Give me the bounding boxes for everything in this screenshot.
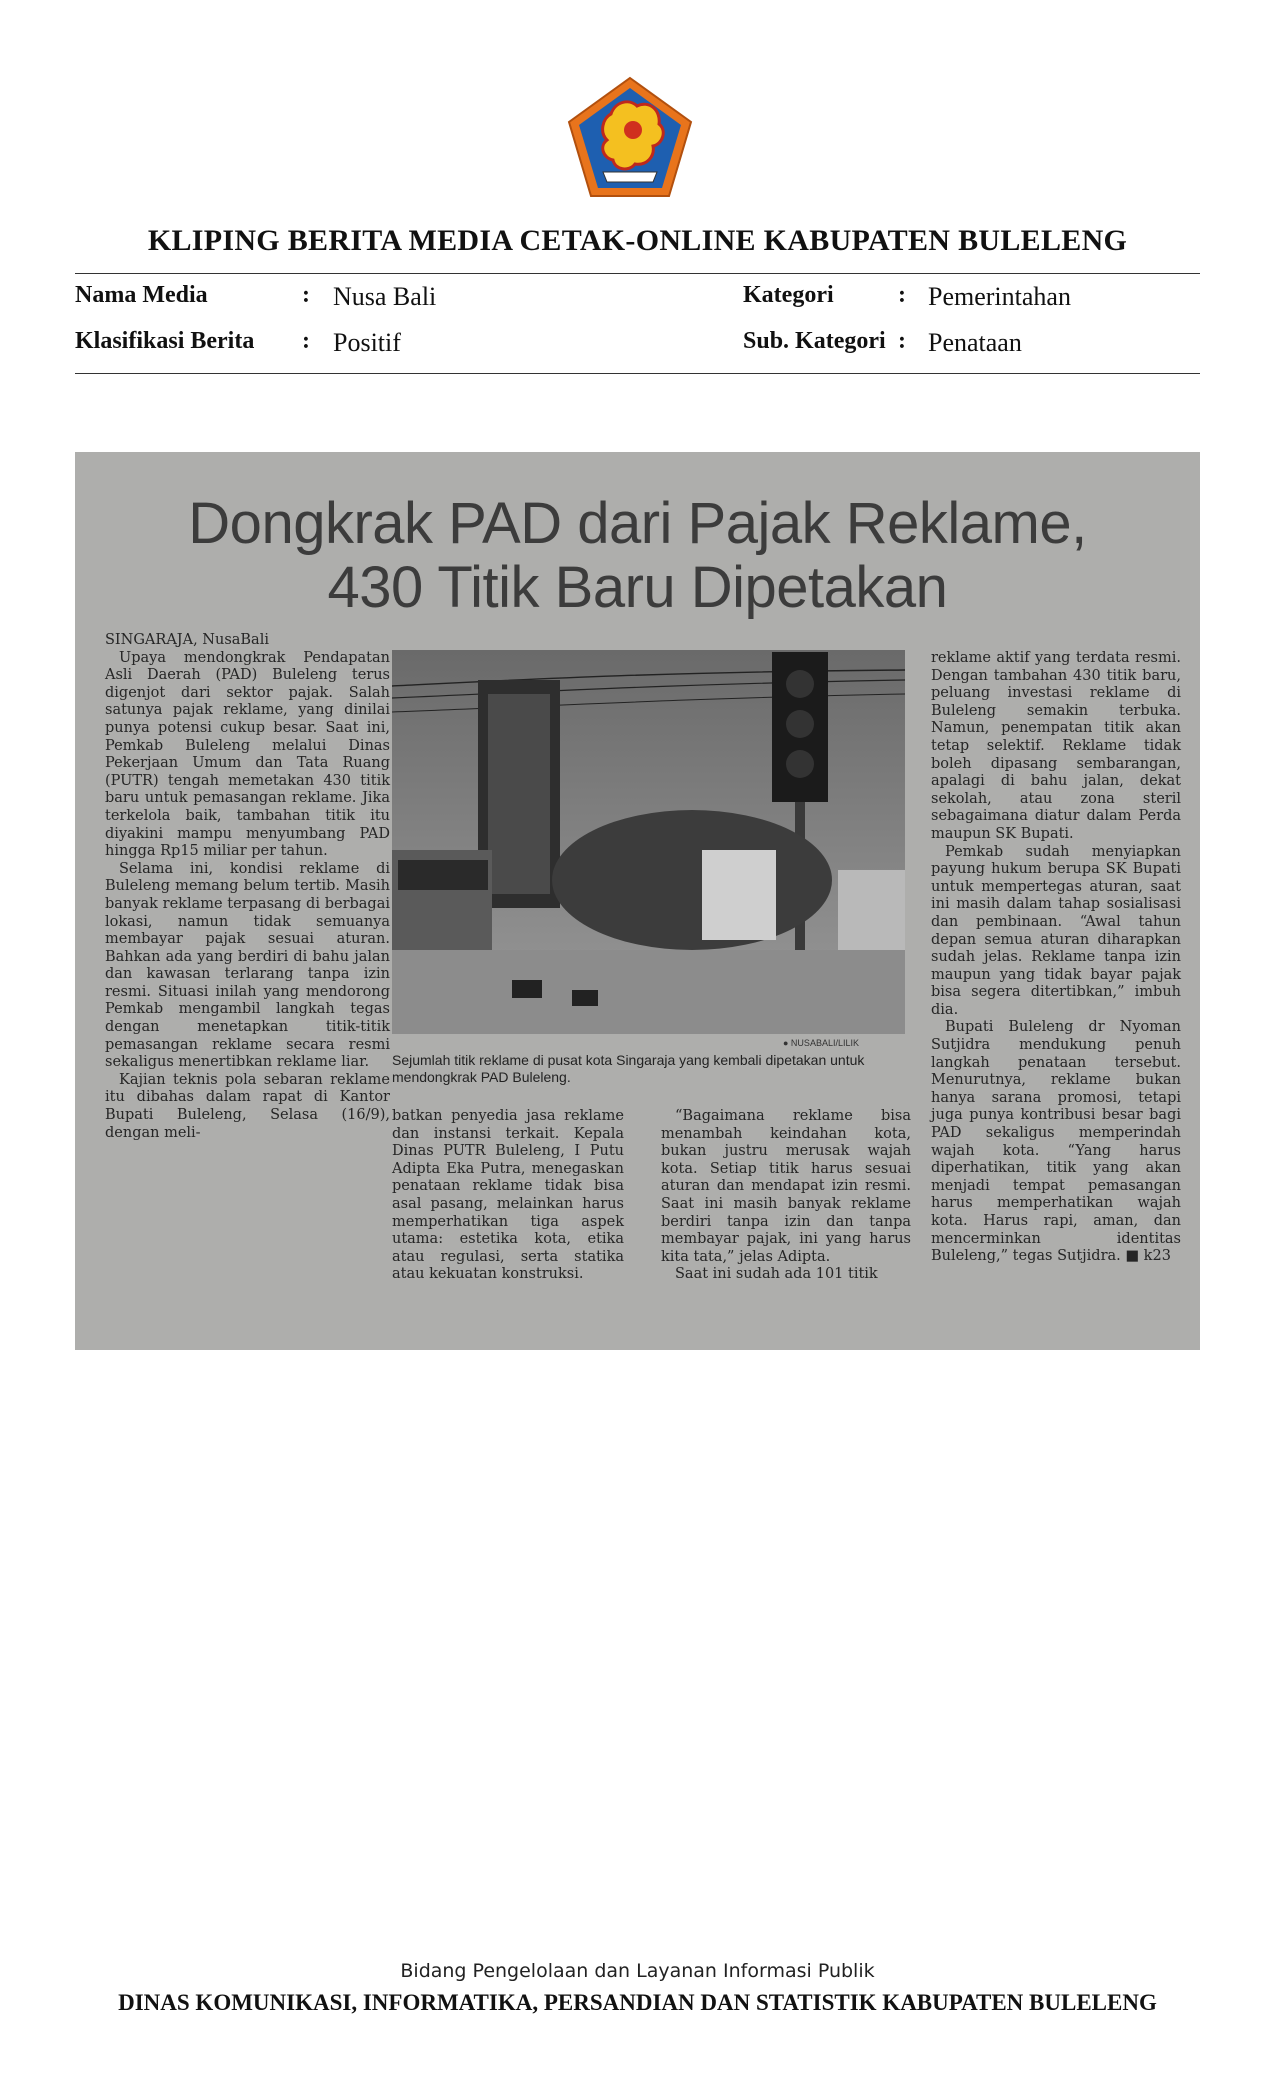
- article-column-2: [392, 1108, 624, 1284]
- article-photo: [392, 650, 905, 1034]
- document-title: KLIPING BERITA MEDIA CETAK-ONLINE KABUPATEN BULELENG: [147, 224, 1128, 257]
- header-rule-bottom: [75, 373, 1200, 374]
- colon: :: [302, 328, 310, 354]
- paragraph: Selama ini, kondisi reklame di Buleleng memang belum tertib. Masih banyak reklame terpasang di berbagai lokasi, namun tidak semuanya membayar pajak sesuai aturan. Bahkan ada yang berdiri di bahu jalan dan kawasan terlarang tanpa izin resmi. Situasi inilah yang mendorong Pemkab mengambil langkah tegas dengan menetapkan titik-titik pemasangan reklame secara resmi sekaligus menertibkan reklame liar.: [105, 860, 390, 1071]
- kategori-value: Pemerintahan: [928, 282, 1071, 311]
- footer-division: Bidang Pengelolaan dan Layanan Informasi Publik: [400, 1960, 875, 1982]
- buleleng-emblem-logo: [563, 74, 697, 202]
- colon: :: [898, 282, 906, 308]
- paragraph: reklame aktif yang terdata resmi. Dengan tambahan 430 titik baru, peluang investasi reklame di Buleleng semakin terbuka. Namun, penempatan titik akan tetap selektif. Reklame tidak boleh dipasang sembarangan, apalagi di bahu jalan, dekat sekolah, atau zona steril sebagaimana diatur dalam Perda maupun SK Bupati.: [931, 650, 1181, 842]
- footer-agency: DINAS KOMUNIKASI, INFORMATIKA, PERSANDIAN DAN STATISTIK KABUPATEN BULELENG: [118, 1990, 1157, 2015]
- photo-caption: Sejumlah titik reklame di pusat kota Singaraja yang kembali dipetakan untuk mendongkrak PAD Buleleng.: [392, 1052, 865, 1085]
- colon: :: [898, 328, 906, 354]
- klasifikasi-berita-label: Klasifikasi Berita: [75, 328, 255, 354]
- colon: :: [302, 282, 310, 308]
- sub-kategori-label: Sub. Kategori: [743, 328, 886, 354]
- paragraph: Pemkab sudah menyiapkan payung hukum berupa SK Bupati untuk mempertegas aturan, saat ini masih dalam tahap sosialisasi dan pembinaan. “Awal tahun depan semua aturan diharapkan sudah jelas. Reklame tanpa izin maupun yang tidak bayar pajak bisa segera ditertibkan,” imbuh dia.: [931, 843, 1181, 1018]
- article-column-1: [105, 632, 390, 1142]
- dateline: SINGARAJA, NusaBali: [105, 632, 269, 648]
- article-column-4: [931, 650, 1181, 1266]
- newspaper-clipping: [75, 452, 1200, 1350]
- article-column-3: [661, 1108, 911, 1284]
- paragraph: “Bagaimana reklame bisa menambah keindahan kota, bukan justru merusak wajah kota. Setiap titik harus sesuai aturan dan mendapat izin resmi. Saat ini masih banyak reklame berdiri tanpa izin dan tanpa membayar pajak, ini yang harus kita tata,” jelas Adipta.: [661, 1108, 911, 1265]
- headline-line-1: Dongkrak PAD dari Pajak Reklame,: [188, 491, 1087, 556]
- paragraph: Kajian teknis pola sebaran reklame itu dibahas dalam rapat di Kantor Bupati Buleleng, Selasa (16/9), dengan meli-: [105, 1071, 390, 1141]
- headline-line-2: 430 Titik Baru Dipetakan: [327, 555, 948, 620]
- paragraph: batkan penyedia jasa reklame dan instansi terkait. Kepala Dinas PUTR Buleleng, I Putu Adipta Eka Putra, menegaskan penataan reklame tidak bisa asal pasang, melainkan harus memperhatikan tiga aspek utama: estetika kota, etika atau regulasi, serta statika atau kekuatan konstruksi.: [392, 1108, 624, 1283]
- photo-credit: ● NUSABALI/LILIK: [783, 1038, 859, 1048]
- klasifikasi-berita-value: Positif: [333, 328, 401, 357]
- header-rule-top: [75, 273, 1200, 274]
- paragraph: Bupati Buleleng dr Nyoman Sutjidra mendukung penuh langkah penataan tersebut. Menurutnya, reklame bukan hanya sarana promosi, tetapi juga punya kontribusi besar bagi PAD sekaligus memperindah wajah kota. “Yang harus diperhatikan, titik yang akan menjadi tempat pemasangan harus memperhatikan wajah kota. Harus rapi, aman, dan mencerminkan identitas Buleleng,” tegas Sutjidra. ■ k23: [931, 1019, 1181, 1265]
- nama-media-value: Nusa Bali: [333, 282, 437, 311]
- kategori-label: Kategori: [743, 282, 834, 308]
- sub-kategori-value: Penataan: [928, 328, 1022, 357]
- paragraph: Saat ini sudah ada 101 titik: [675, 1266, 878, 1283]
- paragraph: Upaya mendongkrak Pendapatan Asli Daerah (PAD) Buleleng terus digenjot dari sektor pajak. Salah satunya pajak reklame, yang dinilai punya potensi cukup besar. Saat ini, Pemkab Buleleng melalui Dinas Pekerjaan Umum dan Tata Ruang (PUTR) tengah memetakan 430 titik baru untuk pemasangan reklame. Jika terkelola baik, tambahan titik itu diyakini mampu menyumbang PAD hingga Rp15 miliar per tahun.: [105, 649, 390, 860]
- nama-media-label: Nama Media: [75, 282, 208, 308]
